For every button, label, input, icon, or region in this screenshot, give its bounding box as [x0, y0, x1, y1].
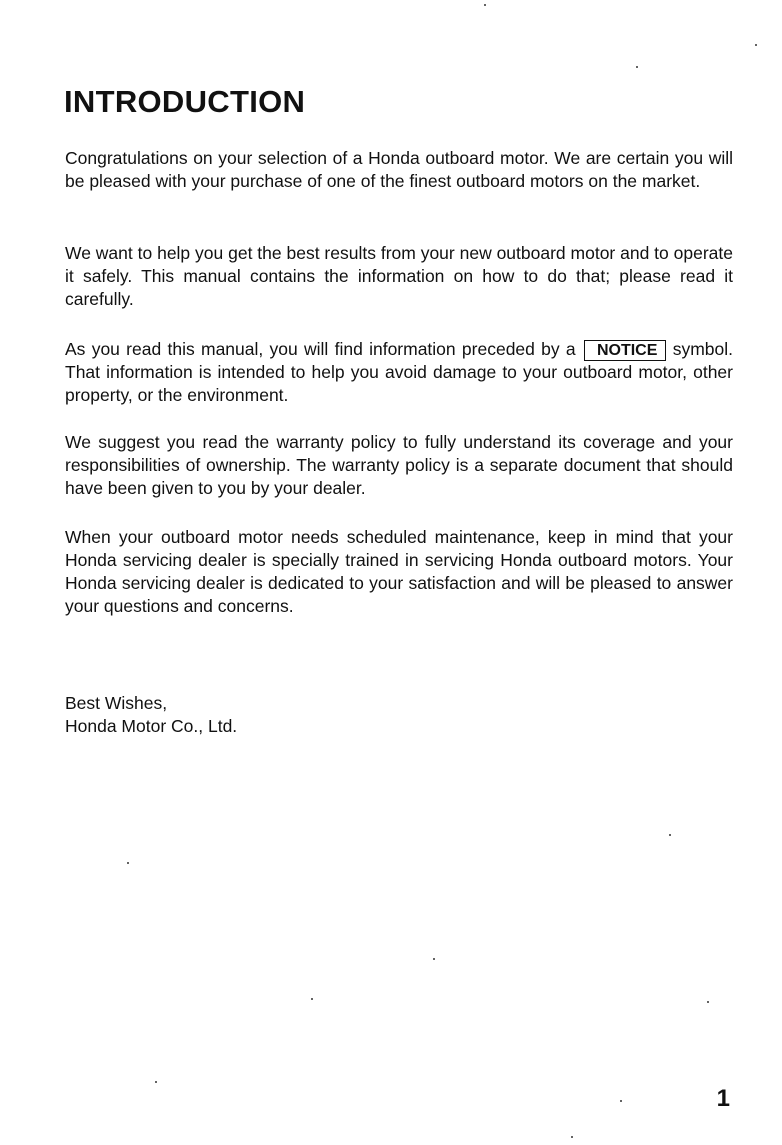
- paragraph-congratulations: Congratulations on your selection of a Honda outboard motor. We are certain you will be pleased with your purchase of one of the finest outboard motors on the market.: [65, 148, 733, 191]
- scan-speck: [571, 1136, 573, 1138]
- notice-explanation-text: symbol. That information is intended to help you avoid damage to your outboard motor, other property, or the environment.: [65, 339, 733, 405]
- scan-speck: [155, 1081, 157, 1083]
- scan-speck: [669, 834, 671, 836]
- scan-speck: [707, 1001, 709, 1003]
- scan-speck: [433, 958, 435, 960]
- notice-symbol-box: NOTICE: [584, 340, 666, 361]
- scan-speck: [620, 1100, 622, 1102]
- page-number: 1: [716, 1085, 730, 1112]
- notice-intro-text: As you read this manual, you will find information preceded by a: [65, 339, 576, 359]
- scan-speck: [484, 4, 486, 6]
- scan-speck: [127, 862, 129, 864]
- paragraph-warranty: We suggest you read the warranty policy to fully understand its coverage and your responsibilities of ownership. The warranty policy is a separate document that should have been given to you by your dealer.: [65, 432, 733, 498]
- paragraph-best-results: We want to help you get the best results from your new outboard motor and to operate it safely. This manual contains the information on how to do that; please read it carefully.: [65, 243, 733, 309]
- scan-speck: [311, 998, 313, 1000]
- paragraph-notice-info: [65, 338, 733, 407]
- closing-company: Honda Motor Co., Ltd.: [65, 716, 238, 736]
- scan-speck: [636, 66, 638, 68]
- closing-signature: [65, 692, 237, 738]
- paragraph-maintenance: When your outboard motor needs scheduled maintenance, keep in mind that your Honda servicing dealer is specially trained in servicing Honda outboard motors. Your Honda servicing dealer is dedicated to your satisfaction and will be pleased to answer your questions and concerns.: [65, 527, 733, 616]
- page-title: INTRODUCTION: [64, 84, 306, 119]
- scan-speck: [755, 44, 757, 46]
- closing-salutation: Best Wishes,: [65, 693, 168, 713]
